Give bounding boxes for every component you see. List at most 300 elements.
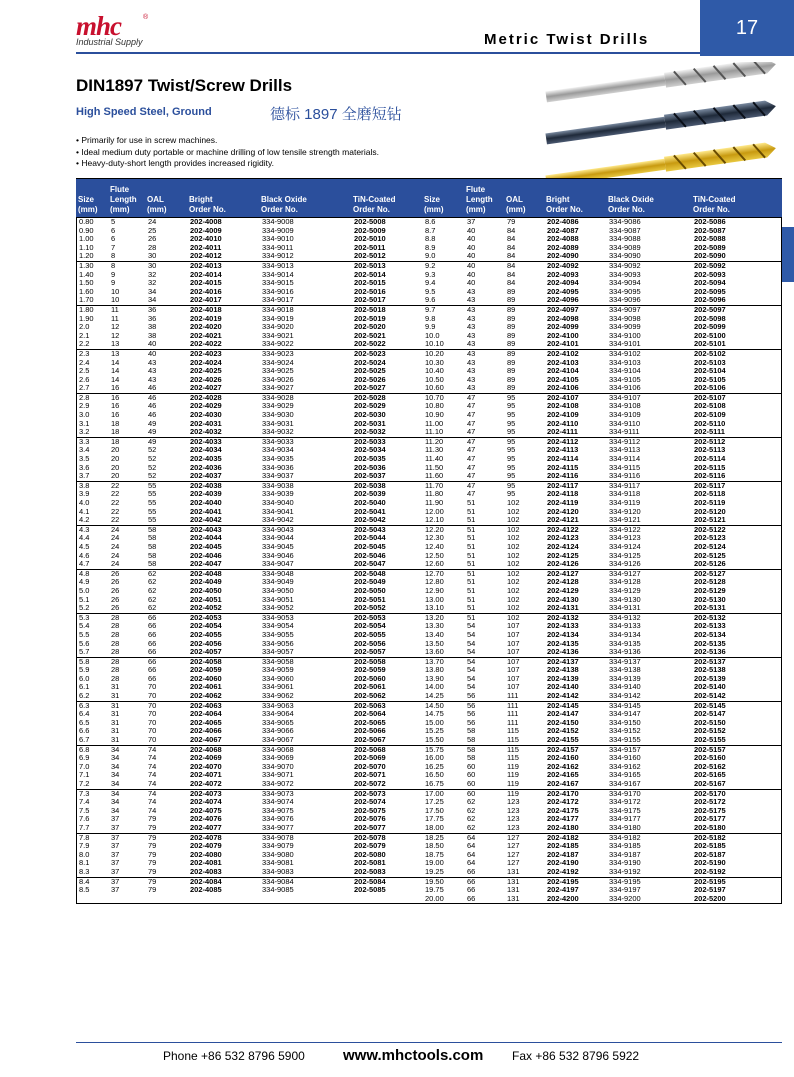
- table-cell: 54: [467, 656, 476, 666]
- table-cell: 2.0: [79, 322, 90, 332]
- table-cell: 16.75: [425, 779, 444, 788]
- row-group: [77, 745, 781, 789]
- table-cell: 51: [467, 585, 476, 595]
- table-cell: 202-4130: [547, 594, 579, 604]
- table-cell: 202-5030: [354, 410, 386, 420]
- table-cell: 202-5089: [694, 242, 726, 252]
- column-header-line: Bright: [546, 195, 570, 204]
- table-cell: 70: [148, 735, 157, 745]
- chinese-title: 德标 1897 全磨短钻: [270, 106, 402, 123]
- table-cell: 47: [467, 392, 476, 402]
- column-header-line: TiN-Coated: [693, 195, 736, 204]
- table-cell: 202-5060: [354, 673, 386, 683]
- table-cell: 34: [111, 779, 120, 788]
- table-cell: 18.75: [425, 849, 444, 859]
- table-cell: 58: [148, 533, 157, 543]
- table-cell: 6.6: [79, 726, 90, 736]
- table-cell: 202-5126: [694, 559, 726, 569]
- table-cell: 334-9099: [609, 322, 641, 332]
- table-cell: 202-5068: [354, 744, 386, 754]
- table-cell: 202-4061: [190, 682, 222, 692]
- table-cell: 52: [148, 454, 157, 464]
- table-cell: 202-4079: [190, 841, 222, 851]
- row-group: [77, 877, 781, 904]
- table-cell: 334-9133: [609, 621, 641, 631]
- table-row: [77, 648, 781, 657]
- table-cell: 202-4040: [190, 498, 222, 507]
- table-cell: 8.3: [79, 866, 90, 876]
- table-cell: 31: [111, 735, 120, 745]
- table-cell: 334-9108: [609, 401, 641, 411]
- table-cell: 13.00: [425, 594, 444, 604]
- table-cell: 202-5043: [354, 524, 386, 534]
- table-cell: 11.40: [425, 454, 444, 464]
- table-cell: 60: [467, 788, 476, 798]
- table-cell: 51: [467, 612, 476, 622]
- table-cell: 334-9071: [262, 770, 294, 780]
- table-cell: 0.80: [79, 217, 94, 226]
- table-cell: 202-5130: [694, 594, 726, 604]
- table-cell: 202-5119: [694, 498, 726, 507]
- feature-item: • Ideal medium duty portable or machine drilling of low tensile strength materials.: [76, 147, 379, 159]
- table-cell: 202-4101: [547, 339, 579, 349]
- table-cell: 202-5023: [354, 348, 386, 358]
- table-cell: 202-4100: [547, 330, 579, 340]
- table-cell: 28: [111, 647, 120, 657]
- table-cell: 84: [507, 260, 516, 270]
- column-header: [424, 185, 444, 215]
- table-cell: 60: [467, 761, 476, 771]
- table-cell: 102: [507, 559, 520, 569]
- table-cell: 66: [148, 656, 157, 666]
- table-cell: 13.10: [425, 603, 444, 613]
- table-cell: 202-5014: [354, 269, 386, 279]
- table-cell: 202-5078: [354, 832, 386, 842]
- table-cell: 202-5053: [354, 612, 386, 622]
- table-cell: 37: [111, 814, 120, 824]
- table-cell: 36: [148, 304, 157, 314]
- table-cell: 20: [111, 445, 120, 455]
- table-cell: 334-9027: [262, 383, 294, 393]
- table-cell: 1.50: [79, 278, 94, 288]
- table-cell: 89: [507, 313, 516, 323]
- table-row: [77, 560, 781, 569]
- column-header-line: [693, 185, 736, 195]
- table-cell: 334-9116: [609, 471, 641, 481]
- table-cell: 202-5165: [694, 770, 726, 780]
- table-cell: 28: [111, 673, 120, 683]
- table-cell: 202-4012: [190, 251, 222, 261]
- table-cell: 37: [111, 841, 120, 851]
- table-cell: 202-4147: [547, 709, 579, 719]
- column-header-line: OAL: [147, 195, 164, 204]
- table-cell: 202-5097: [694, 304, 726, 314]
- table-cell: 6.2: [79, 691, 90, 701]
- table-cell: 89: [507, 330, 516, 340]
- table-cell: 202-5167: [694, 779, 726, 788]
- table-cell: 43: [148, 357, 157, 367]
- table-cell: 47: [467, 471, 476, 481]
- table-cell: 334-9068: [262, 744, 294, 754]
- table-cell: 3.8: [79, 480, 90, 490]
- table-cell: 40: [467, 269, 476, 279]
- table-cell: 54: [467, 638, 476, 648]
- table-cell: 202-4019: [190, 313, 222, 323]
- table-row: [77, 604, 781, 613]
- table-cell: 6: [111, 234, 116, 244]
- table-cell: 202-4177: [547, 814, 579, 824]
- table-cell: 8: [111, 251, 116, 261]
- table-cell: 14: [111, 357, 120, 367]
- table-header: [76, 179, 782, 217]
- table-cell: 10.20: [425, 348, 444, 358]
- table-cell: 95: [507, 462, 516, 472]
- table-cell: 202-5192: [694, 866, 726, 876]
- table-cell: 202-4051: [190, 594, 222, 604]
- column-header-line: Length: [110, 195, 137, 204]
- table-cell: 202-4022: [190, 339, 222, 349]
- table-cell: 334-9063: [262, 700, 294, 710]
- table-cell: 66: [148, 665, 157, 675]
- table-cell: 10.60: [425, 383, 444, 393]
- table-cell: 95: [507, 410, 516, 420]
- table-cell: 6.5: [79, 717, 90, 727]
- table-cell: 202-4011: [190, 242, 222, 252]
- table-cell: 60: [467, 770, 476, 780]
- table-cell: 2.5: [79, 366, 90, 376]
- table-cell: 7.7: [79, 822, 90, 832]
- table-cell: 55: [148, 515, 157, 525]
- logo-tagline: Industrial Supply: [76, 37, 143, 47]
- table-cell: 202-4113: [547, 445, 579, 455]
- table-cell: 202-5132: [694, 612, 726, 622]
- table-cell: 10.30: [425, 357, 444, 367]
- column-header-line: [147, 185, 167, 195]
- table-cell: 202-4118: [547, 489, 579, 499]
- table-cell: 334-9034: [262, 445, 294, 455]
- table-cell: 12: [111, 322, 120, 332]
- table-cell: 202-4015: [190, 278, 222, 288]
- table-cell: 334-9095: [609, 286, 641, 296]
- table-cell: 202-5083: [354, 866, 386, 876]
- table-cell: 13: [111, 348, 120, 358]
- table-cell: 17.25: [425, 797, 444, 807]
- table-cell: 202-4016: [190, 286, 222, 296]
- table-cell: 62: [148, 577, 157, 587]
- table-cell: 43: [148, 366, 157, 376]
- table-cell: 334-9078: [262, 832, 294, 842]
- table-cell: 3.7: [79, 471, 90, 481]
- table-cell: 13.40: [425, 629, 444, 639]
- column-header: [693, 185, 736, 215]
- table-row: [77, 384, 781, 393]
- table-cell: 3.0: [79, 410, 90, 420]
- table-cell: 202-4070: [190, 761, 222, 771]
- table-cell: 202-5069: [354, 753, 386, 763]
- table-cell: 49: [148, 427, 157, 437]
- table-cell: 19.25: [425, 866, 444, 876]
- table-cell: 43: [467, 322, 476, 332]
- table-cell: 334-9100: [609, 330, 641, 340]
- table-cell: 6.1: [79, 682, 90, 692]
- table-cell: 202-4195: [547, 876, 579, 886]
- table-cell: 334-9024: [262, 357, 294, 367]
- table-cell: 202-4009: [190, 225, 222, 235]
- table-cell: 334-9072: [262, 779, 294, 788]
- table-cell: 334-9162: [609, 761, 641, 771]
- table-cell: 202-4060: [190, 673, 222, 683]
- tin-coated-drill-icon: [545, 141, 777, 182]
- table-cell: 334-9074: [262, 797, 294, 807]
- table-cell: 334-9032: [262, 427, 294, 437]
- table-cell: 40: [467, 260, 476, 270]
- table-cell: 202-4133: [547, 621, 579, 631]
- table-cell: 202-4029: [190, 401, 222, 411]
- table-cell: 1.90: [79, 313, 94, 323]
- table-cell: 334-9043: [262, 524, 294, 534]
- table-cell: 202-4050: [190, 585, 222, 595]
- table-cell: 8.4: [79, 876, 90, 886]
- table-cell: 334-9069: [262, 753, 294, 763]
- table-cell: 334-9049: [262, 577, 294, 587]
- table-cell: 7.6: [79, 814, 90, 824]
- table-cell: 334-9036: [262, 462, 294, 472]
- table-cell: 3.3: [79, 436, 90, 446]
- table-cell: 334-9128: [609, 577, 641, 587]
- table-cell: 4.0: [79, 498, 90, 507]
- table-cell: 202-4047: [190, 559, 222, 569]
- table-cell: 51: [467, 541, 476, 551]
- table-cell: 202-5047: [354, 559, 386, 569]
- table-cell: 202-4106: [547, 383, 579, 393]
- table-cell: 54: [467, 629, 476, 639]
- table-cell: 202-4023: [190, 348, 222, 358]
- table-cell: 202-4124: [547, 541, 579, 551]
- table-cell: 202-4090: [547, 251, 579, 261]
- table-cell: 202-5133: [694, 621, 726, 631]
- table-cell: 58: [467, 744, 476, 754]
- table-cell: 62: [148, 603, 157, 613]
- table-cell: 115: [507, 726, 519, 736]
- table-cell: 202-4014: [190, 269, 222, 279]
- table-cell: 131: [507, 885, 520, 895]
- row-group: [77, 613, 781, 657]
- table-cell: 202-5108: [694, 401, 726, 411]
- table-cell: 62: [467, 797, 476, 807]
- table-cell: 43: [467, 374, 476, 384]
- table-row: [77, 692, 781, 701]
- table-cell: 2.9: [79, 401, 90, 411]
- table-cell: 5.5: [79, 629, 90, 639]
- table-cell: 102: [507, 533, 520, 543]
- table-cell: 22: [111, 515, 120, 525]
- table-cell: 202-4142: [547, 691, 579, 701]
- table-cell: 95: [507, 454, 516, 464]
- table-cell: 40: [148, 348, 157, 358]
- table-cell: 43: [467, 339, 476, 349]
- table-cell: 202-5024: [354, 357, 386, 367]
- table-cell: 202-4043: [190, 524, 222, 534]
- table-cell: 202-4039: [190, 489, 222, 499]
- table-cell: 70: [148, 717, 157, 727]
- table-cell: 17.75: [425, 814, 444, 824]
- table-cell: 3.1: [79, 418, 90, 428]
- table-cell: 202-5040: [354, 498, 386, 507]
- table-cell: 202-5109: [694, 410, 726, 420]
- row-group: [77, 833, 781, 877]
- table-cell: 102: [507, 568, 520, 578]
- table-cell: 17.00: [425, 788, 444, 798]
- table-cell: 202-4099: [547, 322, 579, 332]
- table-cell: 5.7: [79, 647, 90, 657]
- table-cell: 334-9029: [262, 401, 294, 411]
- table-cell: 334-9119: [609, 498, 641, 507]
- table-cell: 334-9195: [609, 876, 641, 886]
- table-cell: 9.7: [425, 304, 436, 314]
- table-cell: 202-5018: [354, 304, 386, 314]
- table-cell: 202-4108: [547, 401, 579, 411]
- table-cell: 102: [507, 594, 520, 604]
- table-cell: 28: [111, 612, 120, 622]
- column-header-line: (mm): [424, 205, 444, 214]
- table-cell: 9.0: [425, 251, 436, 261]
- table-cell: 66: [467, 885, 476, 895]
- table-cell: 202-5074: [354, 797, 386, 807]
- table-cell: 202-4119: [547, 498, 579, 507]
- table-cell: 47: [467, 401, 476, 411]
- table-cell: 202-5033: [354, 436, 386, 446]
- table-cell: 202-4150: [547, 717, 579, 727]
- row-group: [77, 569, 781, 613]
- table-cell: 11.70: [425, 480, 444, 490]
- table-cell: 334-9023: [262, 348, 294, 358]
- table-cell: 334-9140: [609, 682, 641, 692]
- table-cell: 202-4117: [547, 480, 579, 490]
- table-cell: 40: [467, 278, 476, 288]
- table-cell: 12.70: [425, 568, 444, 578]
- table-row: [77, 516, 781, 525]
- table-cell: 51: [467, 498, 476, 507]
- table-cell: 202-5094: [694, 278, 726, 288]
- table-cell: 334-9087: [609, 225, 641, 235]
- table-cell: 202-5072: [354, 779, 386, 788]
- table-cell: 79: [507, 217, 516, 226]
- table-cell: 74: [148, 761, 157, 771]
- table-cell: 66: [148, 621, 157, 631]
- table-cell: 202-4054: [190, 621, 222, 631]
- table-cell: 202-5028: [354, 392, 386, 402]
- table-cell: 334-9134: [609, 629, 641, 639]
- table-cell: 12.30: [425, 533, 444, 543]
- table-cell: 16.25: [425, 761, 444, 771]
- table-cell: 6.0: [79, 673, 90, 683]
- table-cell: 43: [467, 304, 476, 314]
- table-cell: 202-4028: [190, 392, 222, 402]
- row-group: [77, 305, 781, 349]
- table-cell: 10.0: [425, 330, 440, 340]
- table-cell: 8.7: [425, 225, 436, 235]
- column-header-line: (mm): [147, 205, 167, 214]
- table-cell: 123: [507, 805, 520, 815]
- table-cell: 15.25: [425, 726, 444, 736]
- table-cell: 15.00: [425, 717, 444, 727]
- table-cell: 123: [507, 814, 520, 824]
- table-cell: 334-9094: [609, 278, 641, 288]
- table-cell: 202-5200: [694, 893, 726, 903]
- table-cell: 4.1: [79, 506, 90, 516]
- table-cell: 202-4073: [190, 788, 222, 798]
- table-cell: 9.8: [425, 313, 436, 323]
- table-cell: 202-5170: [694, 788, 726, 798]
- table-cell: 49: [148, 436, 157, 446]
- table-cell: 47: [467, 480, 476, 490]
- table-cell: 202-5031: [354, 418, 386, 428]
- row-group: [77, 217, 781, 261]
- table-cell: 55: [148, 506, 157, 516]
- table-cell: 202-5157: [694, 744, 726, 754]
- registered-mark: ®: [143, 14, 149, 21]
- table-cell: 2.3: [79, 348, 90, 358]
- table-cell: 202-4185: [547, 841, 579, 851]
- table-cell: 202-4094: [547, 278, 579, 288]
- table-cell: 202-4145: [547, 700, 579, 710]
- table-cell: 334-9098: [609, 313, 641, 323]
- table-cell: 334-9129: [609, 585, 641, 595]
- table-cell: 202-4104: [547, 366, 579, 376]
- table-cell: 334-9170: [609, 788, 641, 798]
- table-cell: 202-4063: [190, 700, 222, 710]
- table-cell: 202-5067: [354, 735, 386, 745]
- table-cell: 202-5051: [354, 594, 386, 604]
- table-cell: 9.5: [425, 286, 436, 296]
- table-cell: 84: [507, 269, 516, 279]
- table-cell: 202-4197: [547, 885, 579, 895]
- table-body: [76, 217, 782, 904]
- table-cell: 334-9039: [262, 489, 294, 499]
- table-cell: 202-5085: [354, 885, 386, 895]
- table-cell: 74: [148, 779, 157, 788]
- table-cell: 202-5138: [694, 665, 726, 675]
- table-cell: 202-5039: [354, 489, 386, 499]
- table-cell: 334-9083: [262, 866, 294, 876]
- table-cell: 202-5113: [694, 445, 726, 455]
- table-cell: 202-4200: [547, 893, 579, 903]
- table-cell: 334-9038: [262, 480, 294, 490]
- table-cell: 24: [111, 550, 120, 560]
- table-cell: 334-9107: [609, 392, 641, 402]
- table-cell: 14.50: [425, 700, 444, 710]
- column-header-line: Order No.: [608, 205, 645, 214]
- table-cell: 334-9142: [609, 691, 641, 701]
- table-cell: 334-9050: [262, 585, 294, 595]
- table-cell: 334-9092: [609, 260, 641, 270]
- table-cell: 64: [467, 858, 476, 868]
- table-cell: 202-5128: [694, 577, 726, 587]
- table-cell: 202-5013: [354, 260, 386, 270]
- table-cell: 202-5127: [694, 568, 726, 578]
- table-cell: 40: [467, 251, 476, 261]
- footer-website-link[interactable]: www.mhctools.com: [343, 1047, 484, 1064]
- table-cell: 115: [507, 744, 519, 754]
- table-cell: 66: [148, 673, 157, 683]
- table-cell: 202-5059: [354, 665, 386, 675]
- table-cell: 13: [111, 339, 120, 349]
- table-cell: 202-4021: [190, 330, 222, 340]
- table-cell: 202-5034: [354, 445, 386, 455]
- table-cell: 202-5112: [694, 436, 726, 446]
- table-cell: 334-9131: [609, 603, 641, 613]
- table-cell: 43: [467, 357, 476, 367]
